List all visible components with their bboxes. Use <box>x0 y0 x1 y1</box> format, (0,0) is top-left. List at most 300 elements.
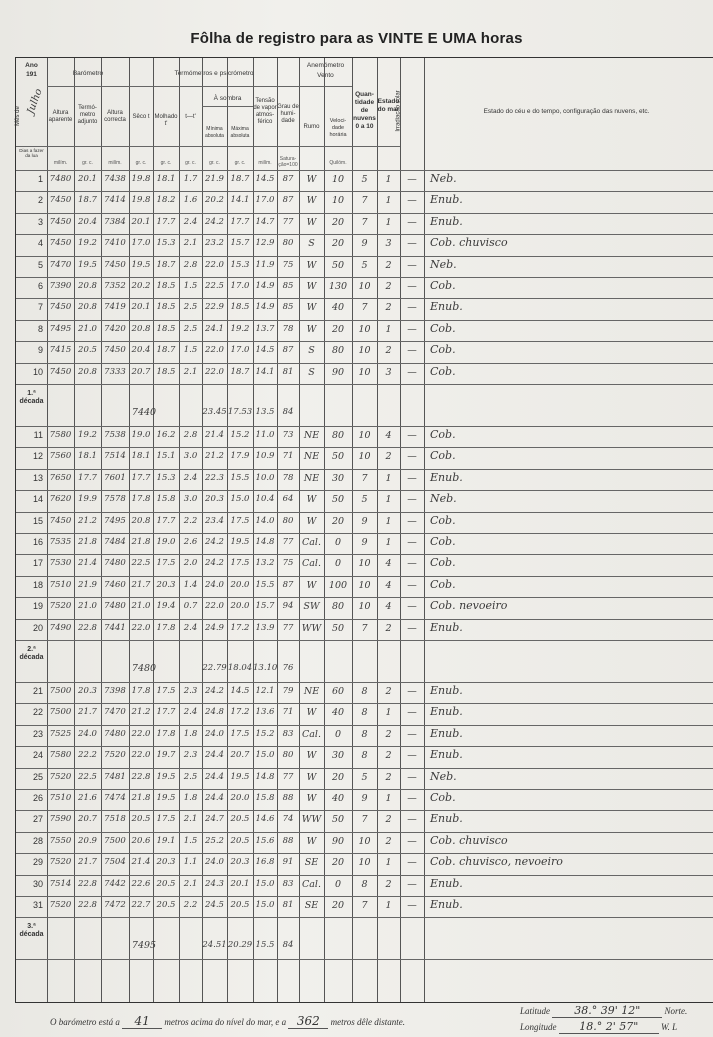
sea-state: 2 <box>385 728 392 740</box>
sky-description: Cob. <box>430 279 456 292</box>
barometer-reading: 7500 <box>104 835 126 846</box>
wind-speed: 20 <box>331 216 345 228</box>
wind-direction: SE <box>304 900 319 911</box>
barometer-reading: 7460 <box>104 579 126 590</box>
day-number: 11 <box>33 430 43 440</box>
wind-speed: 20 <box>331 238 345 250</box>
decade-barometer: 7440 <box>131 407 157 418</box>
barometer-reading: 19.5 <box>78 259 97 270</box>
thermometer-reading: 17.8 <box>131 494 151 505</box>
solar-radiation: — <box>407 558 417 570</box>
thermometer-reading: 24.4 <box>205 750 224 761</box>
thermometer-reading: 24.4 <box>205 771 224 782</box>
wind-speed: 0 <box>334 558 342 570</box>
thermometer-reading: 2.8 <box>183 259 198 270</box>
longitude-line <box>520 1020 677 1034</box>
day-number: 10 <box>32 366 43 377</box>
row-rule <box>16 810 713 811</box>
sea-state: 2 <box>385 302 392 314</box>
sea-state: 1 <box>385 857 392 869</box>
thermometer-reading: 15.0 <box>230 494 250 505</box>
barometer-reading: 7470 <box>104 707 126 718</box>
thermometer-reading: 20.0 <box>230 601 250 612</box>
wind-speed: 10 <box>331 195 345 207</box>
barometer-reading: 7535 <box>49 537 72 547</box>
sky-description: Cob. <box>430 535 456 548</box>
barometer-reading: 7474 <box>104 793 126 803</box>
thermometer-reading: 13.6 <box>255 707 275 718</box>
sky-description: Cob. chuvisco <box>430 833 508 847</box>
vento-unit: Quilóm. <box>329 160 347 166</box>
thermometer-reading: 15.0 <box>255 878 275 889</box>
barometer-reading: 7441 <box>104 622 126 633</box>
thermometer-reading: 20.7 <box>230 750 250 761</box>
thermometer-reading: 88 <box>282 793 294 803</box>
barometer-reading: 21.6 <box>78 793 97 803</box>
barometer-reading: 18.7 <box>78 195 97 206</box>
solar-radiation: — <box>407 750 417 762</box>
day-number: 15 <box>32 515 43 526</box>
thermometer-reading: 18.7 <box>156 259 176 270</box>
solar-radiation: — <box>407 259 417 271</box>
barometer-reading: 22.8 <box>78 878 97 889</box>
thermometer-reading: 16.8 <box>255 857 275 868</box>
solar-radiation: — <box>407 622 417 634</box>
thermometer-reading: 14.7 <box>255 216 275 227</box>
barometer-reading: 7398 <box>104 686 126 696</box>
thermometer-reading: 15.2 <box>255 728 275 739</box>
thermometer-reading: 17.0 <box>230 281 250 291</box>
day-number: 29 <box>32 857 43 868</box>
sky-description: Enub. <box>430 193 463 207</box>
thermometer-reading: 18.5 <box>156 366 176 377</box>
thermometer-reading: 2.3 <box>183 686 198 696</box>
day-number: 26 <box>32 793 43 803</box>
cloud-amount: 5 <box>361 494 368 506</box>
decade-thermometer: 13.10 <box>253 663 278 673</box>
thermometer-reading: 24.2 <box>205 558 224 569</box>
thermometer-reading: 14.5 <box>230 686 250 696</box>
thermometer-reading: 2.1 <box>183 878 198 889</box>
sea-state: 1 <box>385 707 392 719</box>
row-rule <box>16 746 713 747</box>
thermometer-reading: 2.5 <box>183 323 198 334</box>
quantidade-nuvens-header: Quan-tidade de nuvens 0 a 10 <box>353 91 376 130</box>
barometer-reading: 7580 <box>49 430 72 440</box>
thermometer-reading: 17.5 <box>230 515 250 526</box>
thermometer-reading: 19.5 <box>230 771 250 782</box>
dias-label: Dias a fazer da lua <box>19 148 44 158</box>
thermometer-reading: 22.9 <box>205 302 224 313</box>
group-header-rule <box>47 86 352 87</box>
row-rule <box>16 576 713 577</box>
thermometer-reading: 19.5 <box>230 537 250 547</box>
latitude-line <box>520 1004 687 1018</box>
thermometer-reading: 24.9 <box>205 622 224 633</box>
thermometer-reading: 24.0 <box>205 728 224 739</box>
thermometer-reading: 17.0 <box>230 345 250 356</box>
thermometer-reading: 2.4 <box>183 707 198 718</box>
solar-radiation: — <box>407 515 417 527</box>
thermometer-reading: 24.8 <box>205 707 224 718</box>
solar-radiation: — <box>407 366 417 378</box>
thermometer-reading: 81 <box>282 366 294 377</box>
thermometer-reading: 75 <box>282 558 294 569</box>
unit-rule <box>16 146 400 147</box>
thermometer-reading: 2.1 <box>183 814 198 825</box>
sea-state: 1 <box>385 195 392 207</box>
barometer-reading: 7514 <box>104 451 126 462</box>
barometer-reading: 7500 <box>49 707 72 718</box>
thermometer-reading: 17.9 <box>230 451 250 462</box>
sea-state: 1 <box>385 900 392 911</box>
cloud-amount: 8 <box>361 686 368 697</box>
thermometer-reading: 80 <box>282 515 294 526</box>
barometer-reading: 21.7 <box>78 707 97 718</box>
solar-radiation: — <box>407 174 417 185</box>
thermometer-reading: 71 <box>282 451 294 462</box>
thermometer-reading: 20.1 <box>230 878 250 889</box>
day-number: 28 <box>32 835 43 846</box>
thermometer-reading: 19.1 <box>156 835 176 846</box>
day-number: 4 <box>37 238 43 249</box>
thermometer-reading: 17.0 <box>255 195 275 206</box>
thermometer-reading: 25.2 <box>205 835 224 846</box>
sea-state: 2 <box>385 345 392 357</box>
thermometer-reading: 22.0 <box>131 622 151 633</box>
cloud-amount: 5 <box>361 771 368 783</box>
sea-state: 1 <box>385 515 392 527</box>
wind-speed: 30 <box>331 750 345 762</box>
sea-state: 1 <box>385 216 392 228</box>
solar-radiation: — <box>407 601 417 613</box>
bar-unit: milím. <box>108 160 122 166</box>
thermometer-reading: 24.5 <box>205 900 224 910</box>
thermometer-reading: 21.2 <box>205 451 224 462</box>
barometer-reading: 7414 <box>104 195 126 206</box>
wind-speed: 60 <box>331 686 345 697</box>
sky-description: Enub. <box>430 470 463 484</box>
thermometer-reading: 75 <box>282 259 294 270</box>
thermometer-reading: 85 <box>282 281 294 291</box>
wind-direction: S <box>308 238 315 250</box>
thermometer-reading: 1.6 <box>183 195 198 206</box>
thermometer-reading: 80 <box>282 750 294 761</box>
thermometer-reading: 20.8 <box>131 323 151 334</box>
barometer-reading: 7495 <box>49 323 72 334</box>
latitude-label: Latitude <box>520 1006 551 1016</box>
cloud-amount: 10 <box>358 601 371 613</box>
thermometer-reading: 18.5 <box>156 281 176 291</box>
decade-rule <box>16 682 713 683</box>
thermometer-reading: 0.7 <box>183 601 198 612</box>
wind-speed: 40 <box>331 707 345 719</box>
barometer-reading: 7650 <box>49 472 72 483</box>
wind-speed: 0 <box>334 878 342 890</box>
thermometer-reading: 20.1 <box>131 302 151 313</box>
thermometer-reading: 10.9 <box>255 451 275 462</box>
barometer-reading: 20.3 <box>78 686 97 696</box>
wind-speed: 80 <box>331 345 345 357</box>
term-unit: gr. c. <box>135 160 147 166</box>
row-rule <box>16 875 713 876</box>
row-rule <box>16 789 713 790</box>
thermometer-reading: 16.2 <box>156 430 176 440</box>
solar-radiation: — <box>407 728 417 740</box>
thermometer-reading: 24.0 <box>205 579 224 590</box>
wind-speed: 80 <box>331 601 345 613</box>
day-number: 25 <box>32 771 43 782</box>
wind-speed: 50 <box>331 814 345 826</box>
barometer-reading: 7450 <box>104 259 126 270</box>
cloud-amount: 5 <box>361 174 368 185</box>
barometro-header: Barómetro <box>72 70 104 77</box>
decade-thermometer: 22.79 <box>202 663 227 673</box>
row-rule <box>16 320 713 321</box>
wind-direction: W <box>306 174 317 185</box>
sky-description: Enub. <box>430 300 463 314</box>
barometer-reading: 7514 <box>49 878 72 889</box>
row-rule <box>16 512 713 513</box>
sky-description: Enub. <box>430 876 463 890</box>
row-rule <box>16 213 713 214</box>
thermometer-reading: 22.0 <box>205 366 224 377</box>
thermometer-reading: 24.2 <box>205 216 224 227</box>
barometer-reading: 7481 <box>104 771 126 782</box>
sky-description: Cob. <box>430 513 456 527</box>
solar-radiation: — <box>407 472 417 484</box>
thermometer-reading: 1.5 <box>183 835 198 846</box>
thermometer-reading: 91 <box>282 857 294 868</box>
barometer-reading: 20.8 <box>78 366 97 377</box>
decade-barometer: 7495 <box>131 940 157 952</box>
wind-direction: W <box>306 494 317 506</box>
thermometer-reading: 14.0 <box>255 515 275 526</box>
barometer-reading: 7480 <box>104 558 126 569</box>
row-rule <box>16 191 713 192</box>
barometer-reading: 7495 <box>104 515 126 526</box>
cloud-amount: 9 <box>361 793 368 804</box>
barometer-reading: 7450 <box>104 345 126 356</box>
thermometer-reading: 19.2 <box>230 323 250 334</box>
sky-description: Neb. <box>430 172 457 185</box>
sea-state: 1 <box>385 472 392 484</box>
thermometer-reading: 14.5 <box>255 174 275 184</box>
decade-thermometer: 20.29 <box>227 940 253 951</box>
sea-state: 4 <box>385 579 392 591</box>
mes-label: Mês de <box>14 106 21 126</box>
barometer-reading: 7550 <box>49 835 72 846</box>
bar-col-altura-correcta: Altura correcta <box>104 110 126 123</box>
sombra-col-minima: Mínima absoluta <box>205 126 224 139</box>
day-number: 16 <box>32 537 43 547</box>
barometer-reading: 7530 <box>49 558 72 569</box>
barometer-reading: 20.4 <box>78 216 97 227</box>
wind-direction: W <box>306 259 317 271</box>
thermometer-reading: 2.1 <box>183 366 198 377</box>
thermometer-reading: 18.2 <box>156 195 176 206</box>
barometer-reading: 7484 <box>104 537 126 547</box>
cloud-amount: 10 <box>358 366 371 378</box>
thermometer-reading: 22.0 <box>131 750 151 761</box>
sky-description: Enub. <box>430 748 463 762</box>
barometer-reading: 17.7 <box>78 472 97 483</box>
thermometer-reading: 1.1 <box>183 857 198 868</box>
thermometer-reading: 20.3 <box>230 857 250 868</box>
barometer-reading: 7504 <box>104 857 126 868</box>
wind-speed: 20 <box>331 771 345 783</box>
thermometer-reading: 10.0 <box>255 472 275 483</box>
barometer-reading: 7601 <box>104 472 126 483</box>
barometer-reading: 21.0 <box>78 323 97 334</box>
sky-description: Enub. <box>430 214 463 228</box>
wind-direction: NE <box>303 686 320 697</box>
barometer-reading: 21.7 <box>78 857 97 868</box>
term-unit: gr. c. <box>160 160 172 166</box>
thermometer-reading: 14.6 <box>255 814 275 825</box>
thermometer-reading: 15.0 <box>255 750 275 761</box>
thermometer-reading: 12.9 <box>255 238 275 249</box>
sea-state: 2 <box>385 686 392 697</box>
barometer-reading: 7520 <box>104 750 126 761</box>
thermometer-reading: 17.2 <box>230 622 250 633</box>
row-rule <box>16 597 713 598</box>
thermometer-reading: 17.7 <box>156 707 176 718</box>
wind-speed: 20 <box>331 323 345 335</box>
cloud-amount: 10 <box>358 430 371 441</box>
row-rule <box>16 384 713 385</box>
barometer-reading: 7480 <box>49 174 72 184</box>
cloud-amount: 7 <box>361 195 368 207</box>
thermometer-reading: 2.4 <box>183 472 198 483</box>
day-number: 24 <box>32 750 43 761</box>
thermometer-reading: 19.8 <box>131 195 151 206</box>
row-rule <box>16 234 713 235</box>
cloud-amount: 7 <box>361 472 368 484</box>
thermometer-reading: 21.2 <box>131 707 151 718</box>
term-col-diferenca: t—t' <box>185 114 196 120</box>
sky-description: Enub. <box>430 684 463 697</box>
thermometer-reading: 87 <box>282 345 294 356</box>
cloud-amount: 7 <box>361 900 368 911</box>
sky-description: Cob. <box>430 556 456 570</box>
thermometer-reading: 23.2 <box>205 238 224 249</box>
day-number: 27 <box>32 814 43 825</box>
thermometer-reading: 13.9 <box>255 622 275 633</box>
decade-thermometer: 76 <box>282 663 294 673</box>
thermometer-reading: 17.7 <box>156 216 176 227</box>
day-number: 14 <box>32 494 43 505</box>
sky-description: Neb. <box>430 257 457 271</box>
barometer-note <box>50 1014 405 1029</box>
barometer-reading: 7450 <box>49 366 72 377</box>
barometer-reading: 7490 <box>49 622 72 633</box>
thermometer-reading: 2.5 <box>183 302 198 313</box>
cloud-amount: 7 <box>361 216 368 228</box>
decade-rule <box>16 426 713 427</box>
barometer-reading: 21.0 <box>78 601 97 612</box>
thermometer-reading: 78 <box>282 472 294 483</box>
barometer-reading: 22.8 <box>78 900 97 910</box>
thermometer-reading: 24.7 <box>205 814 224 825</box>
wind-direction: W <box>306 835 317 847</box>
solar-radiation: — <box>407 537 417 548</box>
thermometer-reading: 14.1 <box>255 366 275 377</box>
thermometer-reading: 17.2 <box>230 707 250 718</box>
day-number: 1 <box>37 174 43 184</box>
solar-radiation: — <box>407 814 417 826</box>
humidade-header: Grau de humi-dade <box>277 104 299 124</box>
thermometer-reading: 12.1 <box>255 686 275 696</box>
sky-description: Enub. <box>430 812 463 826</box>
wind-direction: NE <box>303 430 320 441</box>
thermometer-reading: 2.4 <box>183 216 198 227</box>
thermometer-reading: 2.6 <box>183 537 198 547</box>
solar-radiation: — <box>407 686 417 697</box>
row-rule <box>16 277 713 278</box>
day-number: 19 <box>32 601 43 612</box>
wind-direction: W <box>306 281 317 292</box>
thermometer-reading: 77 <box>282 622 294 633</box>
thermometer-reading: 81 <box>282 900 294 910</box>
longitude-label: Longitude <box>520 1022 557 1032</box>
term-unit: gr. c. <box>209 160 220 166</box>
thermometer-reading: 20.6 <box>131 835 151 846</box>
barometer-reading: 18.1 <box>78 451 97 462</box>
decade-thermometer: 24.51 <box>202 940 227 951</box>
vento-col-rumo: Rumo <box>303 124 320 130</box>
thermometer-reading: 20.5 <box>230 900 250 910</box>
thermometer-reading: 15.7 <box>230 238 250 249</box>
sea-state: 1 <box>385 174 392 185</box>
barometer-reading: 20.8 <box>78 302 97 313</box>
thermometer-reading: 17.5 <box>156 814 176 825</box>
thermometer-reading: 1.5 <box>183 345 198 356</box>
thermometer-reading: 1.8 <box>183 728 198 739</box>
sky-description: Neb. <box>430 492 457 506</box>
thermometer-reading: 20.5 <box>230 835 250 846</box>
decade-thermometer: 23.45 <box>202 407 227 417</box>
wind-speed: 90 <box>331 835 345 847</box>
solar-radiation: — <box>407 216 417 228</box>
wind-speed: 80 <box>331 430 345 441</box>
wind-direction: WW <box>301 622 322 634</box>
decade-thermometer: 17.53 <box>227 407 253 417</box>
barometer-reading: 7580 <box>49 750 72 761</box>
barometer-reading: 7520 <box>49 857 72 868</box>
wind-direction: W <box>306 793 317 804</box>
day-number: 13 <box>32 472 43 483</box>
barometer-reading: 7520 <box>49 900 72 910</box>
thermometer-reading: 74 <box>282 814 294 825</box>
day-number: 9 <box>37 345 43 356</box>
decade-thermometer: 13.5 <box>255 407 275 417</box>
thermometer-reading: 20.7 <box>131 366 151 377</box>
bar-col-altura-aparente: Altura aparente <box>48 110 73 123</box>
barometer-reading: 7442 <box>104 878 126 889</box>
wind-direction: W <box>306 323 317 335</box>
thermometer-reading: 21.8 <box>131 537 151 547</box>
baro-distance-value: 362 <box>288 1014 328 1029</box>
thermometer-reading: 21.0 <box>131 601 151 612</box>
thermometer-reading: 17.7 <box>230 216 250 227</box>
barometer-reading: 7480 <box>104 601 126 612</box>
sea-state: 2 <box>385 878 392 890</box>
cloud-amount: 10 <box>358 579 371 591</box>
decade-rule <box>16 959 713 960</box>
wind-speed: 20 <box>331 857 345 869</box>
vento-col-velocidade: Veloci-dade horária <box>329 118 347 138</box>
